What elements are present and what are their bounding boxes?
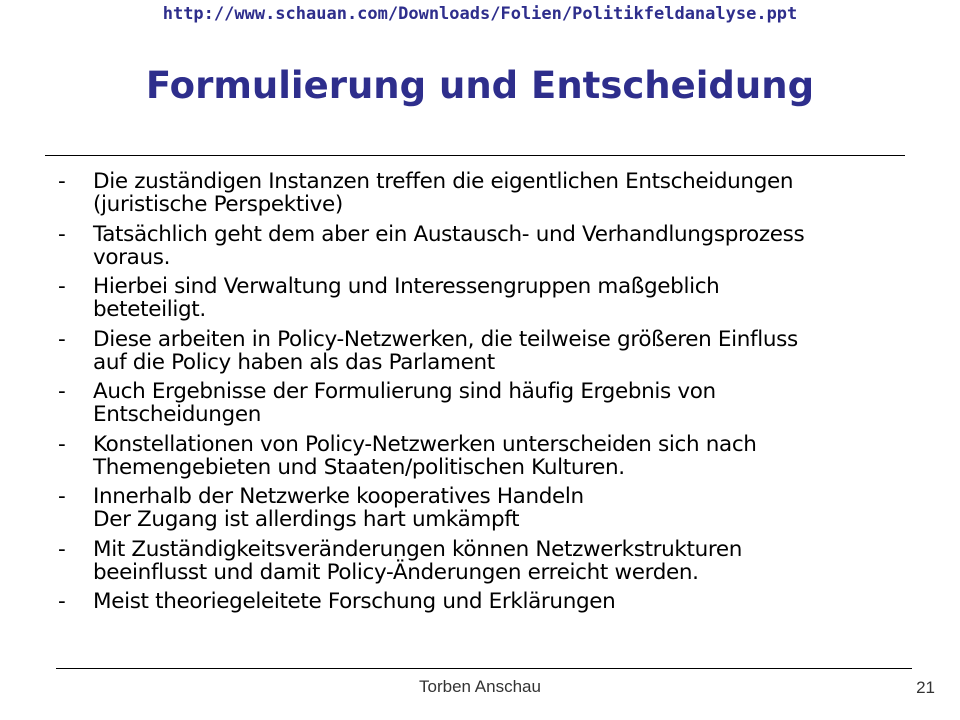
bullet-text: Innerhalb der Netzwerke kooperatives Handeln Der Zugang ist allerdings hart umkämpft — [93, 484, 584, 532]
list-item — [58, 433, 918, 479]
list-item — [58, 485, 918, 531]
bullet-text: Konstellationen von Policy-Netzwerken unterscheiden sich nach Themengebieten und Staaten/politischen Kulturen. — [93, 431, 757, 480]
bullet-list — [58, 170, 918, 620]
bullet-text: Meist theoriegeleitete Forschung und Erklärungen — [93, 589, 616, 614]
footer-author: Torben Anschau — [419, 677, 541, 696]
list-item — [58, 538, 918, 584]
bullet-dash: - — [58, 484, 66, 509]
bullet-dash: - — [58, 589, 66, 614]
source-url: http://www.schauan.com/Downloads/Folien/Politikfeldanalyse.ppt — [162, 4, 798, 24]
list-item — [58, 590, 918, 613]
title-divider — [45, 155, 905, 156]
list-item — [58, 275, 918, 321]
bullet-text: Die zuständigen Instanzen treffen die eigentlichen Entscheidungen (juristische Perspektive) — [93, 169, 794, 217]
footer-divider — [56, 668, 912, 669]
bullet-dash: - — [58, 326, 66, 352]
bullet-text: Tatsächlich geht dem aber ein Austausch- und Verhandlungsprozess voraus. — [93, 221, 805, 270]
list-item — [58, 328, 918, 374]
slide-title: Formulierung und Entscheidung — [145, 64, 815, 107]
bullet-dash: - — [58, 431, 66, 457]
bullet-text: Diese arbeiten in Policy-Netzwerken, die teilweise größeren Einfluss auf die Policy haben als das Parlament — [93, 326, 798, 375]
list-item — [58, 223, 918, 269]
page-number: 21 — [916, 678, 935, 697]
bullet-text: Mit Zuständigkeitsveränderungen können Netzwerkstrukturen beeinflusst und damit Policy-Änderungen erreicht werden. — [93, 536, 743, 585]
bullet-text: Auch Ergebnisse der Formulierung sind häufig Ergebnis von Entscheidungen — [93, 379, 716, 427]
bullet-dash: - — [58, 536, 66, 562]
list-item — [58, 170, 918, 216]
bullet-dash: - — [58, 169, 66, 194]
bullet-dash: - — [58, 379, 66, 404]
list-item — [58, 380, 918, 426]
bullet-dash: - — [58, 274, 66, 299]
bullet-dash: - — [58, 221, 66, 247]
bullet-text: Hierbei sind Verwaltung und Interessengruppen maßgeblich beteteiligt. — [93, 274, 720, 322]
